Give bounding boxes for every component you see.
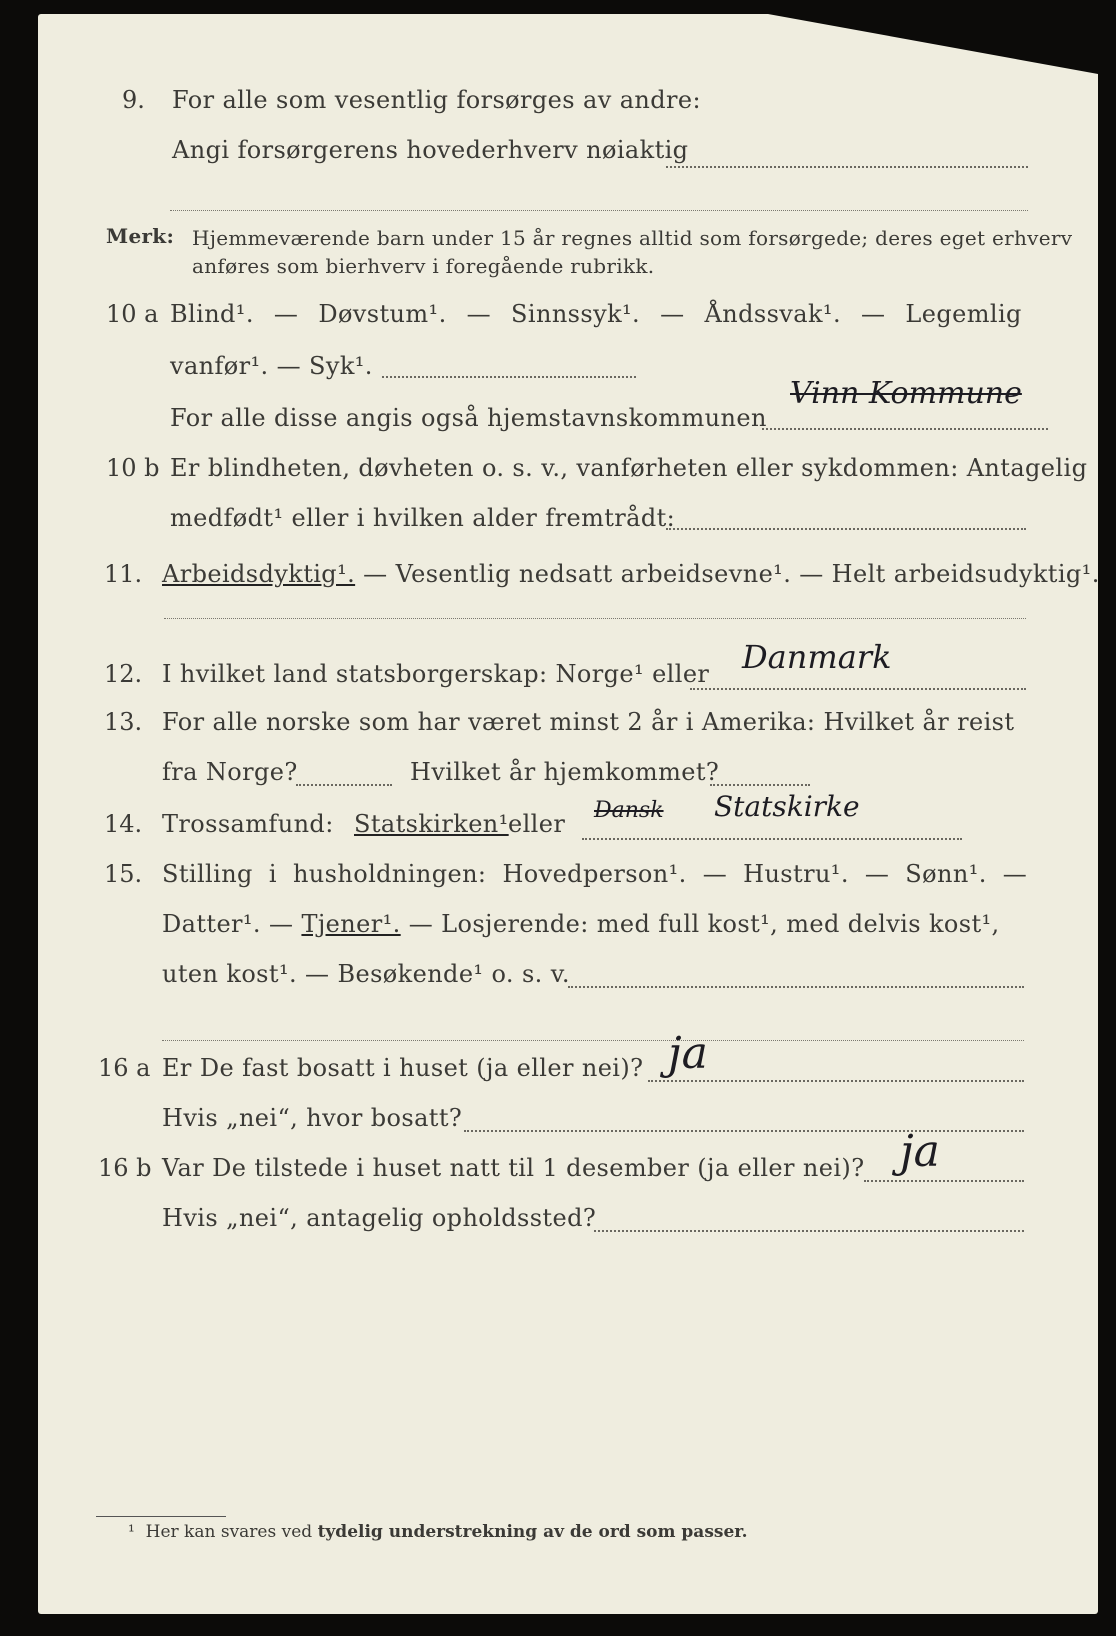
q16a-number: 16 a <box>98 1054 151 1082</box>
q14-answer-line[interactable] <box>582 838 962 840</box>
q9-line1: For alle som vesentlig forsørges av andre: <box>172 86 702 114</box>
q15-option-tjener[interactable]: Tjener¹. <box>301 910 401 938</box>
q15-number: 15. <box>104 860 143 888</box>
q15-answer-line-2[interactable] <box>162 1040 1024 1041</box>
q16b-line1: Var De tilstede i huset natt til 1 desember (ja eller nei)? <box>162 1154 865 1182</box>
q9-line2: Angi forsørgerens hovederhverv nøiaktig <box>172 136 689 164</box>
q9-answer-line-2[interactable] <box>170 210 1028 211</box>
q14-eller: eller <box>508 810 566 838</box>
q12-handwritten-country: Danmark <box>742 638 892 676</box>
q13-number: 13. <box>104 708 143 736</box>
footnote: ¹ Her kan svares ved tydelig understrekning av de ord som passer. <box>128 1522 748 1542</box>
q16b-number: 16 b <box>98 1154 152 1182</box>
q10a-answer-line[interactable] <box>382 376 636 378</box>
q13-line2b: Hvilket år hjemkommet? <box>410 758 720 786</box>
q16b-answer-line[interactable] <box>864 1180 1024 1182</box>
merk-label: Merk: <box>106 224 175 248</box>
q16a-residence-line[interactable] <box>464 1130 1024 1132</box>
q11-option-arbeidsdyktig[interactable]: Arbeidsdyktig¹. <box>162 560 356 588</box>
q10a-line2: vanfør¹. — Syk¹. <box>170 352 373 380</box>
q15-line3: uten kost¹. — Besøkende¹ o. s. v. <box>162 960 570 988</box>
q11-answer-line[interactable] <box>164 618 1026 619</box>
q14-option-statskirken[interactable]: Statskirken¹ <box>354 810 509 838</box>
q16a-line1: Er De fast bosatt i huset (ja eller nei)? <box>162 1054 644 1082</box>
q16a-handwritten-answer: ja <box>668 1028 708 1079</box>
q12-answer-line[interactable] <box>690 688 1026 690</box>
q16a-line2: Hvis „nei“, hvor bosatt? <box>162 1104 463 1132</box>
q12-text: I hvilket land statsborgerskap: Norge¹ eller <box>162 660 710 688</box>
folded-corner <box>768 14 1098 74</box>
q15-line2: Datter¹. — Tjener¹. — Losjerende: med full kost¹, med delvis kost¹, <box>162 910 1000 938</box>
q15-answer-line[interactable] <box>568 986 1024 988</box>
q10a-line3: For alle disse angis også hjemstavnskommunen <box>170 404 767 432</box>
q15-line1: Stilling i husholdningen: Hovedperson¹. — Hustru¹. — Sønn¹. — <box>162 860 1028 888</box>
q16b-handwritten-answer: ja <box>900 1126 940 1177</box>
q9-answer-line[interactable] <box>666 166 1028 168</box>
q14-label: Trossamfund: <box>162 810 334 838</box>
census-form-page <box>38 14 1098 1614</box>
merk-line2: anføres som bierhverv i foregående rubrikk. <box>192 254 655 278</box>
q13-line2a: fra Norge? <box>162 758 298 786</box>
q14-handwritten-church: Statskirke <box>714 790 860 823</box>
q10a-handwritten-hometown: Vinn Kommune <box>790 376 1022 411</box>
q10a-line1: Blind¹. — Døvstum¹. — Sinnssyk¹. — Åndssvak¹. — Legemlig <box>170 300 1022 328</box>
q11-line: Arbeidsdyktig¹. — Vesentlig nedsatt arbeidsevne¹. — Helt arbeidsudyktig¹. <box>162 560 1100 588</box>
q10b-line2: medfødt¹ eller i hvilken alder fremtrådt: <box>170 504 676 532</box>
merk-line1: Hjemmeværende barn under 15 år regnes alltid som forsørgede; deres eget erhverv <box>192 226 1073 250</box>
q10a-hometown-line[interactable] <box>762 428 1048 430</box>
q13-line1: For alle norske som har været minst 2 år i Amerika: Hvilket år reist <box>162 708 1015 736</box>
q10b-answer-line[interactable] <box>666 528 1026 530</box>
q9-number: 9. <box>122 86 145 114</box>
q11-number: 11. <box>104 560 143 588</box>
q14-number: 14. <box>104 810 143 838</box>
q12-number: 12. <box>104 660 143 688</box>
footnote-divider <box>96 1516 226 1517</box>
q13-departure-year-line[interactable] <box>296 784 392 786</box>
q16b-line2: Hvis „nei“, antagelig opholdssted? <box>162 1204 597 1232</box>
q13-return-year-line[interactable] <box>710 784 810 786</box>
q10b-number: 10 b <box>106 454 160 482</box>
q16b-whereabouts-line[interactable] <box>594 1230 1024 1232</box>
q10b-line1: Er blindheten, døvheten o. s. v., vanførheten eller sykdommen: Antagelig <box>170 454 1088 482</box>
q14-handwritten-struck: Dansk <box>594 798 664 823</box>
q10a-number: 10 a <box>106 300 159 328</box>
q16a-answer-line[interactable] <box>648 1080 1024 1082</box>
